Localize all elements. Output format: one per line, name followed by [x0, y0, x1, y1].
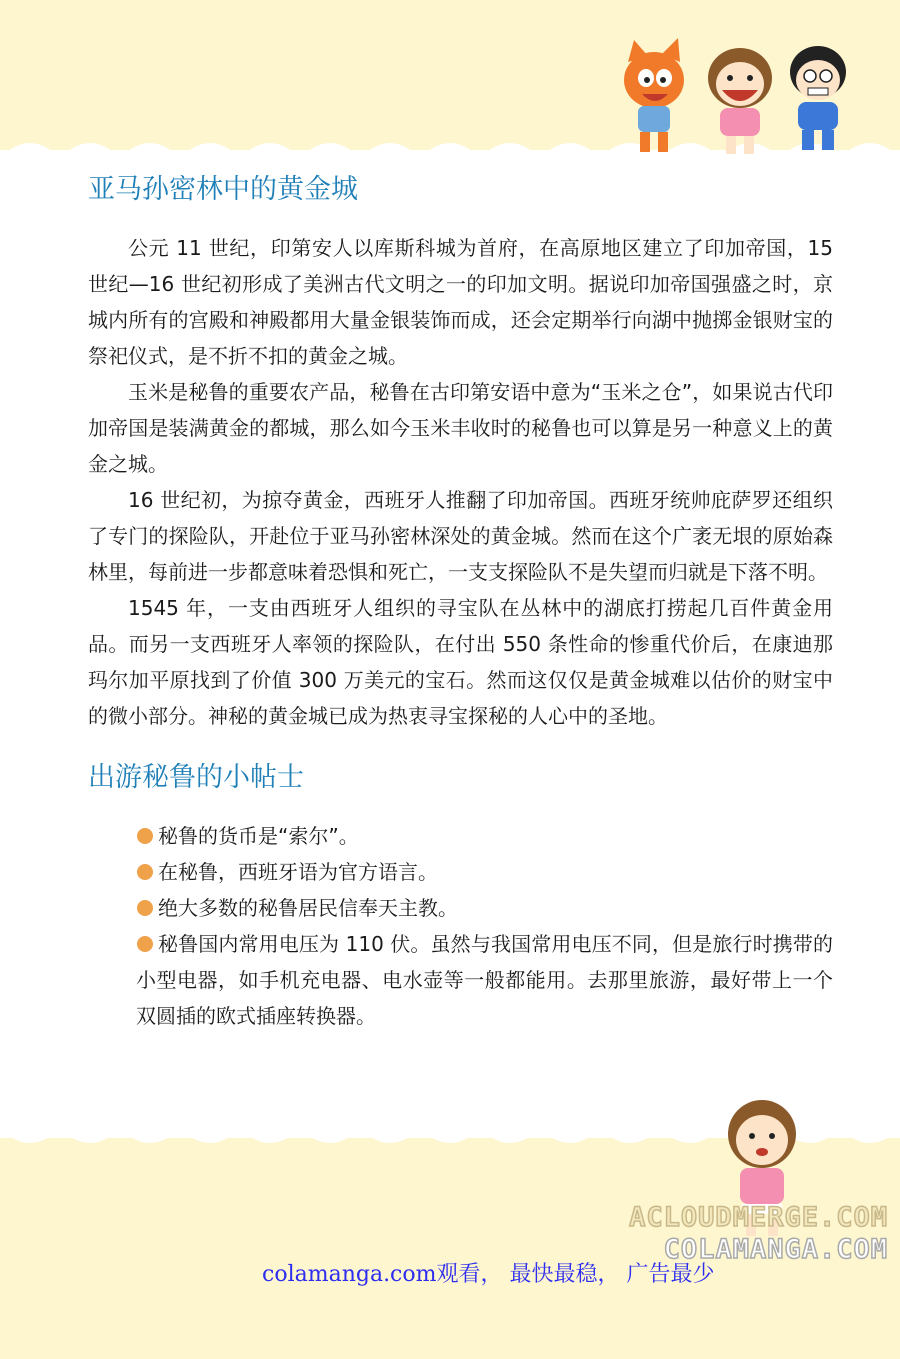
article-paragraph: 1545 年，一支由西班牙人组织的寻宝队在丛林中的湖底打捞起几百件黄金用品。而另一支西班牙人率领的探险队，在付出 550 条性命的惨重代价后，在康迪那玛尔加平原找到了价值 300 万美元的宝石。然而这仅仅是黄金城难以估价的财宝中的微小部分。神秘的黄金城已成为热衷寻宝探秘的人心中的圣地。 — [88, 596, 833, 728]
travel-tips-section — [88, 760, 833, 1034]
site-note-text: colamanga.com观看， 最快最稳， 广告最少 — [262, 1262, 715, 1287]
bullet-dot-icon — [137, 864, 153, 880]
tip-item: 绝大多数的秘鲁居民信奉天主教。 — [88, 890, 833, 926]
article-paragraph: 玉米是秘鲁的重要农产品，秘鲁在古印第安语中意为“玉米之仓”，如果说古代印加帝国是装满黄金的都城，那么如今玉米丰收时的秘鲁也可以算是另一种意义上的黄金之城。 — [88, 380, 833, 476]
tip-item: 秘鲁国内常用电压为 110 伏。虽然与我国常用电压不同，但是旅行时携带的小型电器，如手机充电器、电水壶等一般都能用。去那里旅游，最好带上一个双圆插的欧式插座转换器。 — [136, 932, 833, 1028]
cartoon-characters-illustration — [612, 32, 862, 162]
article-paragraph: 16 世纪初，为掠夺黄金，西班牙人推翻了印加帝国。西班牙统帅庇萨罗还组织了专门的探险队，开赴位于亚马孙密林深处的黄金城。然而在这个广袤无垠的原始森林里，每前进一步都意味着恐惧和死亡，一支支探险队不是失望而归就是下落不明。 — [88, 488, 833, 584]
bullet-dot-icon — [137, 828, 153, 844]
article-paragraph: 公元 11 世纪，印第安人以库斯科城为首府，在高原地区建立了印加帝国，15 世纪—16 世纪初形成了美洲古代文明之一的印加文明。据说印加帝国强盛之时，京城内所有的宫殿和神殿都用大量金银装饰而成，还会定期举行向湖中抛掷金银财宝的祭祀仪式，是不折不扣的黄金之城。 — [88, 236, 833, 368]
tips-list — [88, 818, 833, 1034]
watermark-acloudmerge: ACLOUDMERGE.COM — [629, 1202, 888, 1233]
article-content — [88, 172, 833, 1034]
bullet-dot-icon — [137, 900, 153, 916]
section-heading-golden-city: 亚马孙密林中的黄金城 — [88, 174, 358, 205]
section-heading-travel-tips: 出游秘鲁的小帖士 — [88, 762, 304, 793]
tip-item: 秘鲁的货币是“索尔”。 — [88, 818, 833, 854]
bullet-dot-icon — [137, 936, 153, 952]
watermark-colamanga: COLAMANGA.COM — [663, 1234, 888, 1265]
tip-item: 在秘鲁，西班牙语为官方语言。 — [88, 854, 833, 890]
